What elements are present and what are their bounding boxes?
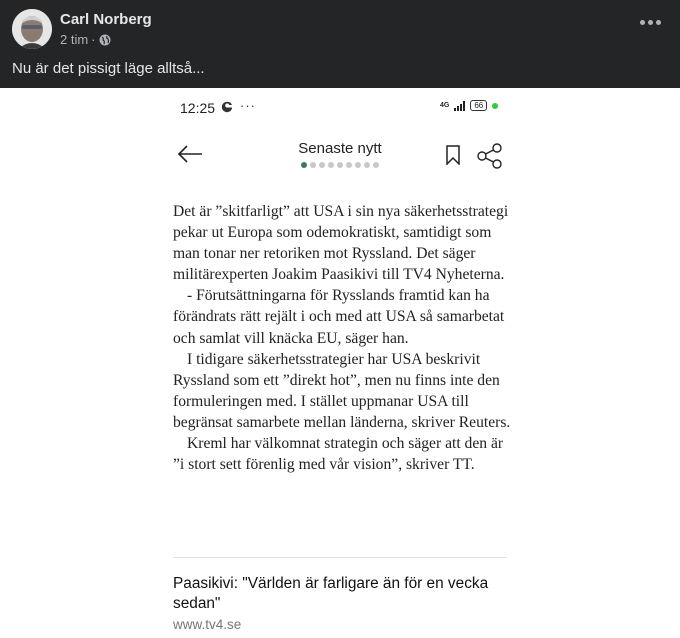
- article-paragraph: I tidigare säkerhetsstrategier har USA beskrivit Ryssland som ett ”direkt hot”, men nu finns inte den formuleringen med. I stället uppmanar USA till begränsat samarbete mellan länderna, skriver Reuters.: [173, 350, 511, 431]
- page-indicator: [301, 162, 379, 168]
- nav-title: Senaste nytt: [298, 140, 382, 157]
- article-body: [173, 201, 513, 475]
- post-text: Nu är det pissigt läge alltså...: [12, 60, 205, 77]
- author-name[interactable]: Carl Norberg: [60, 11, 152, 28]
- page-dot: [310, 162, 316, 168]
- page-dot: [346, 162, 352, 168]
- status-time: 12:25: [180, 100, 216, 116]
- article-paragraph: - Förutsättningarna för Rysslands framtid kan ha förändrats rätt rejält i och med att USA så samarbetat och samlat vill knäcka EU, säger han.: [173, 287, 505, 347]
- avatar[interactable]: [12, 9, 52, 49]
- post-time[interactable]: 2 tim: [60, 32, 89, 47]
- page-dot: [328, 162, 334, 168]
- page-dot: [364, 162, 370, 168]
- share-icon[interactable]: [476, 142, 504, 170]
- page-dot: [337, 162, 343, 168]
- privacy-indicator-dot: [492, 103, 498, 109]
- link-preview-domain[interactable]: www.tv4.se: [173, 617, 242, 632]
- article-paragraph: Det är ”skitfarligt” att USA i sin nya säkerhetsstrategi pekar ut Europa som odemokratiskt, samtidigt som man tonar ner retoriken mot Ryssland. Det säger militärexperten Joakim Paasikivi till TV4 Nyheterna.: [173, 203, 509, 284]
- page-dot: [373, 162, 379, 168]
- post-header: [0, 0, 680, 88]
- more-options-button[interactable]: [640, 20, 661, 25]
- post-meta: [60, 32, 111, 47]
- signal-icon: [454, 101, 465, 111]
- edge-icon: [221, 101, 233, 113]
- network-4g-icon: 4G: [440, 101, 450, 109]
- more-dot: [648, 20, 653, 25]
- bookmark-icon[interactable]: [445, 145, 461, 165]
- page-dot-active: [301, 162, 307, 168]
- page-dot: [319, 162, 325, 168]
- status-indicators: [440, 100, 498, 111]
- status-more-icon: ···: [240, 98, 256, 113]
- page-dot: [355, 162, 361, 168]
- more-options-icon: [640, 20, 645, 25]
- meta-separator: ·: [91, 32, 96, 47]
- link-divider: [173, 557, 507, 558]
- link-preview-title[interactable]: Paasikivi: "Världen är farligare än för en vecka sedan": [173, 575, 489, 612]
- globe-icon: [99, 34, 111, 46]
- article-paragraph: Kreml har välkomnat strategin och säger att den är ”i stort sett förenlig med vår vision”, skriver TT.: [173, 435, 504, 474]
- more-dot: [656, 20, 661, 25]
- battery-icon: 66: [470, 100, 487, 111]
- arrow-left-icon[interactable]: [177, 144, 203, 164]
